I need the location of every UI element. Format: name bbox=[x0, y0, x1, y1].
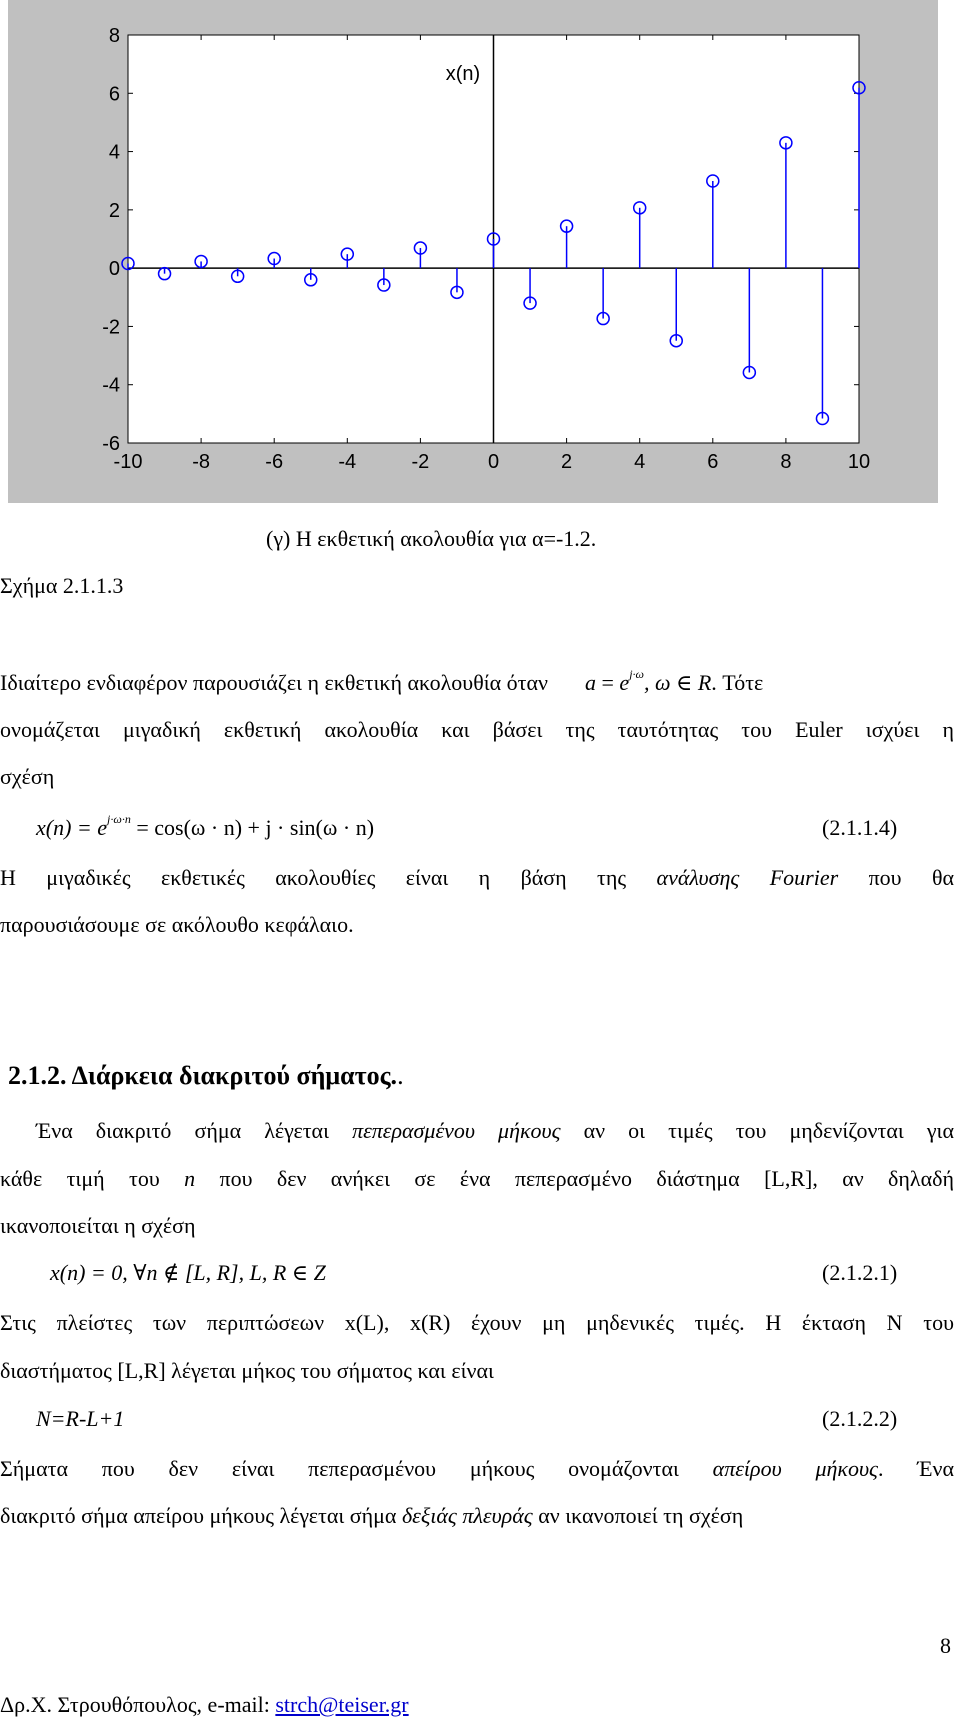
equation-2-1-2-2: N=R-L+1 bbox=[36, 1406, 125, 1431]
eq1-rhs: = cos(ω · n) + j · sin(ω · n) bbox=[130, 815, 375, 840]
p3-text: Ένα διακριτό σήμα λέγεται bbox=[36, 1118, 329, 1143]
y-tick-label: -4 bbox=[102, 374, 120, 397]
x-tick-label: 2 bbox=[561, 451, 573, 473]
p2-italic: ανάλυσης Fourier bbox=[656, 865, 839, 890]
footer-author bbox=[0, 1692, 409, 1718]
email-link[interactable]: strch@teiser.gr bbox=[275, 1692, 409, 1717]
x-tick-label: 0 bbox=[487, 451, 500, 473]
stem-plot bbox=[8, 0, 938, 503]
section-heading bbox=[8, 1061, 404, 1091]
p2-text: Η μιγαδικές εκθετικές ακολουθίες είναι η βάση της bbox=[0, 865, 627, 890]
p5-l2-text-end: αν ικανοποιεί τη σχέση bbox=[538, 1503, 744, 1528]
page-number: 8 bbox=[940, 1633, 951, 1658]
equation-2-1-2-1: x(n) = 0, ∀n ∉ [L, R], L, R ∈ Z bbox=[50, 1260, 326, 1285]
p3-text-end: αν οι τιμές του μηδενίζονται για bbox=[583, 1118, 955, 1143]
y-tick-label: 2 bbox=[108, 199, 120, 222]
y-tick-label: 4 bbox=[108, 141, 120, 164]
x-tick-label: -10 bbox=[113, 451, 143, 473]
p1-math-sup: j·ω bbox=[629, 667, 644, 681]
footer-author-text: Δρ.Χ. Στρουθόπουλος, e-mail: bbox=[0, 1692, 276, 1717]
y-tick-label: 6 bbox=[108, 83, 120, 106]
equation-number-2: (2.1.2.1) bbox=[822, 1260, 898, 1285]
p5-l2-italic: δεξιάς πλευράς bbox=[401, 1503, 533, 1528]
paragraph-3-line-2 bbox=[0, 1166, 954, 1192]
eq1-sup: j·ω·n bbox=[107, 812, 131, 826]
paragraph-5-line-1 bbox=[0, 1456, 954, 1482]
equation-number-1: (2.1.1.4) bbox=[822, 815, 898, 840]
paragraph-4-line-2: διαστήματος [L,R] λέγεται μήκος του σήματος και είναι bbox=[0, 1358, 494, 1383]
p3-l2-text-end: που δεν ανήκει σε ένα πεπερασμένο διάστημα [L,R], αν δηλαδή bbox=[219, 1166, 954, 1191]
p1-text-end: . Τότε bbox=[711, 670, 764, 695]
p3-l2-n: n bbox=[184, 1166, 196, 1191]
y-tick-label: 8 bbox=[108, 25, 120, 47]
equation-number-3: (2.1.2.2) bbox=[822, 1406, 898, 1431]
figure-label: Σχήμα 2.1.1.3 bbox=[0, 573, 124, 598]
paragraph-3-line-3: ικανοποιείται η σχέση bbox=[0, 1213, 196, 1238]
section-trail: . bbox=[397, 1061, 404, 1090]
paragraph-1-line-2: ονομάζεται μιγαδική εκθετική ακολουθία και βάσει της ταυτότητας του Euler ισχύει η bbox=[0, 717, 954, 742]
paragraph-1-line-1 bbox=[0, 667, 954, 699]
p1-text: Ιδιαίτερο ενδιαφέρον παρουσιάζει η εκθετική ακολουθία όταν bbox=[0, 670, 548, 695]
y-tick-label: -6 bbox=[102, 433, 120, 455]
figure-caption: (γ) Η εκθετική ακολουθία για α=-1.2. bbox=[266, 526, 597, 551]
x-tick-label: 4 bbox=[634, 451, 646, 473]
paragraph-2-line-1 bbox=[0, 865, 954, 891]
p1-math-eq: = bbox=[596, 670, 620, 695]
paragraph-4-line-1: Στις πλείστες των περιπτώσεων x(L), x(R) έχουν μη μηδενικές τιμές. Η έκταση N του bbox=[0, 1310, 954, 1335]
y-tick-label: -2 bbox=[102, 316, 120, 339]
p2-text-end: που θα bbox=[868, 865, 955, 890]
p5-text: Σήματα που δεν είναι πεπερασμένου μήκους ονομάζονται bbox=[0, 1456, 679, 1481]
section-title: Διάρκεια διακριτού σήματος. bbox=[71, 1061, 398, 1090]
paragraph-1-line-3: σχέση bbox=[0, 764, 55, 789]
x-tick-label: -8 bbox=[192, 451, 210, 473]
p1-math-omega: , ω ∈ R bbox=[644, 670, 712, 695]
figure-panel bbox=[8, 0, 938, 503]
paragraph-2-line-2: παρουσιάσουμε σε ακόλουθο κεφάλαιο. bbox=[0, 912, 354, 937]
p3-l2-text: κάθε τιμή του bbox=[0, 1166, 160, 1191]
eq1-lhs: x(n) = e bbox=[36, 815, 108, 840]
p5-italic: απείρου μήκους bbox=[712, 1456, 878, 1481]
paragraph-3-line-1 bbox=[36, 1118, 954, 1144]
x-tick-label: -2 bbox=[411, 451, 430, 473]
p1-math-a: a bbox=[585, 670, 596, 695]
x-tick-label: -4 bbox=[338, 451, 357, 473]
paragraph-5-line-2 bbox=[0, 1503, 743, 1529]
x-tick-label: 10 bbox=[847, 451, 871, 473]
y-tick-label: 0 bbox=[108, 258, 120, 281]
p3-italic: πεπερασμένου μήκους bbox=[352, 1118, 561, 1143]
section-number: 2.1.2. bbox=[8, 1061, 67, 1090]
plot-title: x(n) bbox=[445, 63, 481, 85]
x-tick-label: 6 bbox=[707, 451, 719, 473]
x-tick-label: -6 bbox=[265, 451, 284, 473]
p1-math-e: e bbox=[619, 670, 630, 695]
x-tick-label: 8 bbox=[780, 451, 792, 473]
equation-2-1-1-4 bbox=[36, 812, 375, 844]
p5-l2-text: διακριτό σήμα απείρου μήκους λέγεται σήμα bbox=[0, 1503, 397, 1528]
p5-text-end: . Ένα bbox=[877, 1456, 954, 1481]
